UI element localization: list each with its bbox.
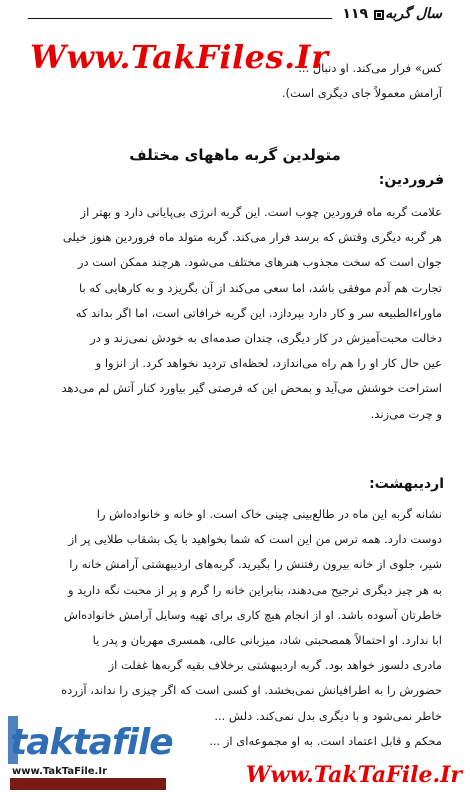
subheading-farvardin: فروردین: <box>378 172 444 188</box>
text-line: آرامش معمولاً جای دیگری است). <box>281 86 442 101</box>
text-line: تجارت هم آدم موفقی باشد، اما سعی می‌کند از آن بگریزد و به کارهایی که با <box>78 280 442 295</box>
text-line: عین حال کار او را هم راه می‌اندازد، لحظه‌ای تردید نخواهد کرد. از انزوا و <box>95 356 442 371</box>
running-header <box>28 6 442 28</box>
logo-strip <box>10 778 166 790</box>
section-heading: متولدین گربه ماههای مختلف <box>129 146 341 164</box>
text-line: علامت گربه ماه فروردین چوب است. این گربه انرژی بی‌پایانی دارد و بهتر از <box>80 205 442 219</box>
intro-paragraph <box>22 56 442 106</box>
text-line: و چرت می‌زند. <box>370 406 442 421</box>
watermark-top: Www.TakFiles.Ir <box>30 38 329 76</box>
header-title: سال گربه <box>385 6 442 22</box>
square-ornament-icon <box>374 10 384 20</box>
text-line: خاطر نمی‌شود و با دیگری بدل نمی‌کند. دلش ... <box>214 708 442 723</box>
text-line: مادری دلسوز خواهد بود. گربه اردیبهشتی برخلاف بقیه گربه‌ها غفلت از <box>108 658 442 673</box>
text-line: شیر، جلوی از خانه بیرون رفتنش را بگیرید. گربه‌های اردیبهشتی آرامش خانه را <box>69 557 442 572</box>
text-line: جوان است که سخت مجذوب هنرهای مختلف می‌شود. هرچند ممکن است در <box>77 255 442 270</box>
watermark-logo <box>4 714 173 792</box>
text-line: به هر چیز دیگری ترجیح می‌دهند، بنابراین خانه را گرم و پر از محبت نگه دارید و <box>67 582 442 597</box>
text-line: هر گربه دیگری وقتش که برسد فرار می‌کند. گربه متولد ماه فروردین هنوز خیلی <box>62 230 442 245</box>
text-line: دخالت محبت‌آمیزش در کار دیگری، چندان صدمه‌ای به خودش نمی‌زند و در <box>90 331 442 346</box>
text-line: کس» فرار می‌کند. او دنبال ... <box>298 61 442 75</box>
page-number: ۱۱۹ <box>342 6 368 22</box>
text-line: دوست دارد. همه ترس من این است که شما بخواهید با یک بشقاب طلایی پر از <box>68 532 442 547</box>
logo-url: www.TakTaFile.Ir <box>12 766 108 777</box>
paragraph-farvardin <box>22 200 442 427</box>
text-line: نشانه گربه این ماه در طالع‌بینی چینی خاک است. او خانه و خانواده‌اش را <box>96 507 442 521</box>
text-line: محکم و قابل اعتماد است. به او مجموعه‌ای از ... <box>209 733 442 748</box>
text-line: حضورش را به اطرافیانش نمی‌بخشد. او کسی است که اگر چیزی را نداند، آزرده <box>61 683 442 698</box>
text-line: ابا ندارد. او احتمالاً همصحبتی شاد، میزبانی عالی، همسری مهربان و پدر یا <box>92 633 442 648</box>
logo-name: taktafile <box>10 722 173 763</box>
text-line: استراحت خوشش می‌آید و بمحض این که فرصتی گیر بیاورد کنار آتش لم می‌دهد <box>61 381 442 396</box>
subheading-ordibehesht: اردیبهشت: <box>369 476 444 492</box>
text-line: خاطرتان آسوده باشد. او از انجام هیچ کاری برای تهیه وسایل آرامش خانواده‌اش <box>63 607 442 622</box>
header-rule <box>28 18 332 19</box>
watermark-bottom: Www.TakTaFile.Ir <box>245 762 462 788</box>
text-line: ماوراءالطبیعه سر و کار دارد بپردازد. این گربه خرافاتی است، اما اگر بداند که <box>75 305 442 320</box>
